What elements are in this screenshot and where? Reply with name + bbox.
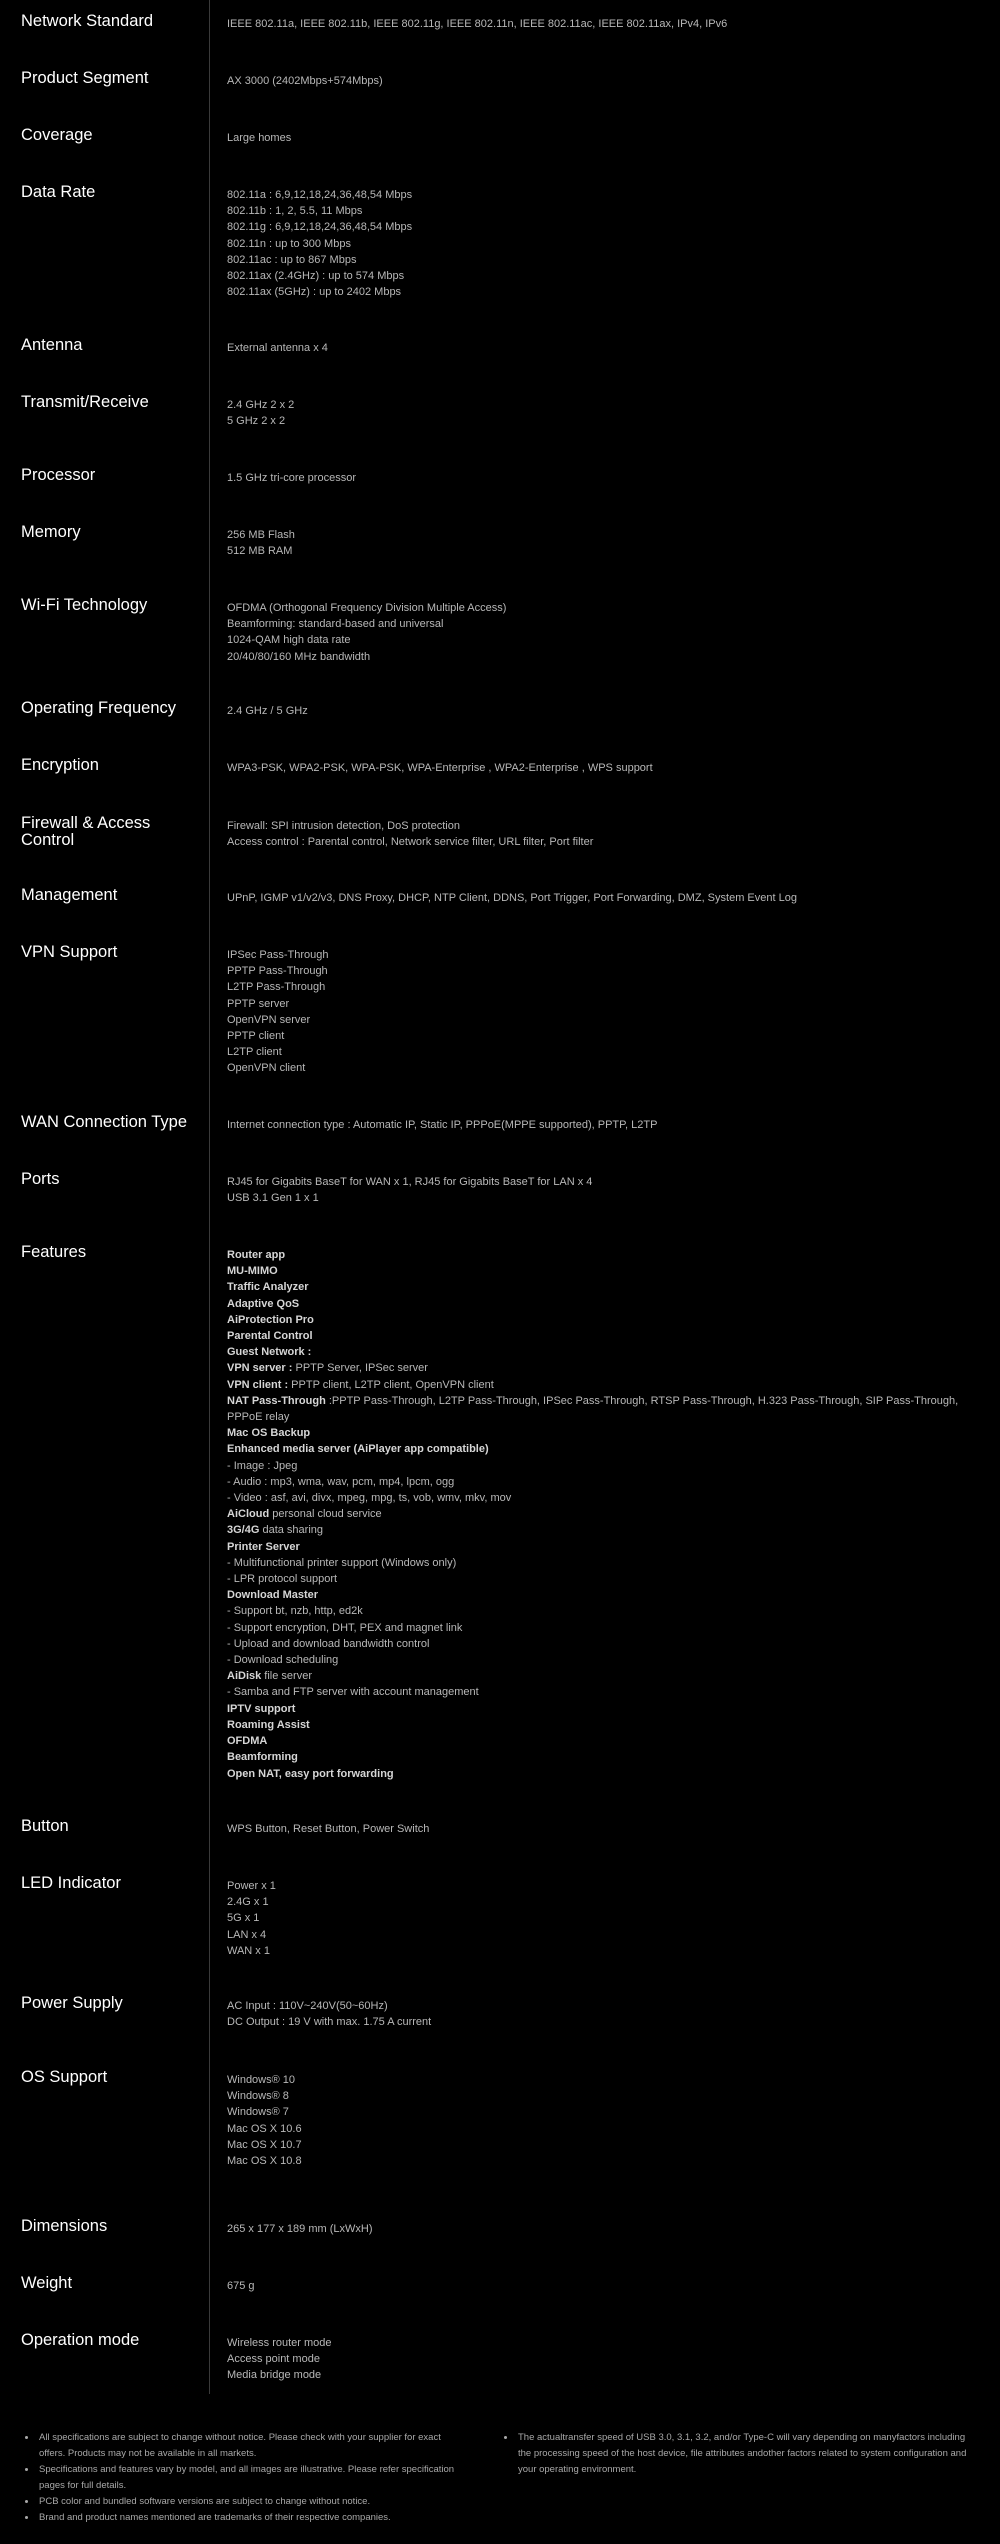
spec-value-line — [227, 1684, 987, 1700]
spec-value-text: AX 3000 (2402Mbps+574Mbps) — [227, 75, 383, 87]
spec-value-line — [227, 703, 987, 719]
spec-value-line — [227, 1506, 987, 1522]
spec-value-line — [227, 1190, 987, 1206]
spec-value — [227, 890, 987, 906]
spec-value-text: DC Output : 19 V with max. 1.75 A current — [227, 2016, 432, 2029]
spec-value-text: personal cloud service — [269, 1508, 382, 1521]
spec-value-text: WPA3-PSK, WPA2-PSK, WPA-PSK, WPA-Enterprise , WPA2-Enterprise , WPS support — [227, 762, 653, 774]
spec-value-line — [227, 203, 987, 219]
spec-value — [227, 703, 987, 719]
spec-value — [227, 1117, 987, 1133]
spec-value-line — [227, 1927, 987, 1943]
footnotes-right — [496, 2430, 976, 2478]
spec-value-text: 675 g — [227, 2280, 255, 2292]
footnotes-left — [17, 2430, 467, 2526]
feature-name: Adaptive QoS — [227, 1297, 300, 1310]
spec-value-line — [227, 1821, 987, 1837]
spec-value-text: PPTP Pass-Through — [227, 965, 328, 978]
spec-value-line — [227, 219, 987, 235]
feature-name: AiCloud — [227, 1508, 270, 1521]
spec-value — [227, 818, 987, 850]
spec-value-text: PPTP client — [227, 1030, 285, 1043]
spec-value — [227, 2278, 987, 2294]
spec-value-text: Windows® 7 — [227, 2106, 289, 2119]
spec-value-line — [227, 1717, 987, 1733]
spec-value-line — [227, 760, 987, 776]
spec-value-line — [227, 284, 987, 300]
spec-value-text: OpenVPN client — [227, 1062, 306, 1075]
spec-value-line — [227, 1701, 987, 1717]
spec-value-text: 5 GHz 2 x 2 — [227, 415, 286, 428]
spec-value-text: Windows® 10 — [227, 2074, 296, 2086]
spec-value-line — [227, 600, 987, 616]
feature-name: Download Master — [227, 1589, 319, 1602]
spec-value-line — [227, 236, 987, 252]
spec-value-text: PPTP Server, IPSec server — [292, 1362, 428, 1375]
spec-value-line — [227, 1263, 987, 1279]
spec-value — [227, 16, 987, 32]
spec-value-text: - Download scheduling — [227, 1654, 339, 1667]
spec-value-line — [227, 1474, 987, 1490]
spec-value-text: - Samba and FTP server with account management — [227, 1686, 479, 1699]
spec-value-text: PPTP server — [227, 997, 290, 1010]
spec-label: OS Support — [21, 2068, 108, 2086]
spec-label: Features — [21, 1243, 87, 1261]
spec-value-text: 802.11b : 1, 2, 5.5, 11 Mbps — [227, 205, 363, 218]
feature-name: Enhanced media server (AiPlayer app compatible) — [227, 1443, 489, 1456]
spec-value-text: Firewall: SPI intrusion detection, DoS protection — [227, 820, 460, 832]
spec-label: LED Indicator — [21, 1874, 121, 1892]
spec-value — [227, 947, 987, 1077]
spec-value-text: AC Input : 110V~240V(50~60Hz) — [227, 2000, 388, 2012]
spec-value-text: OpenVPN server — [227, 1013, 311, 1026]
spec-value-line — [227, 16, 987, 32]
spec-value-line — [227, 1749, 987, 1765]
spec-value-text: IPSec Pass-Through — [227, 949, 329, 961]
spec-value-line — [227, 1012, 987, 1028]
spec-value-text: Mac OS X 10.7 — [227, 2138, 302, 2151]
feature-name: VPN client : — [227, 1378, 289, 1391]
spec-value-text: Media bridge mode — [227, 2369, 322, 2382]
feature-name: MU-MIMO — [227, 1265, 278, 1278]
spec-value-line — [227, 73, 987, 89]
spec-value-text: 2.4 GHz / 5 GHz — [227, 705, 308, 717]
spec-label: WAN Connection Type — [21, 1113, 187, 1131]
spec-value-line — [227, 2137, 987, 2153]
spec-value — [227, 130, 987, 146]
spec-value-line — [227, 649, 987, 665]
spec-value-text: 1.5 GHz tri-core processor — [227, 472, 356, 484]
spec-value-line — [227, 1044, 987, 1060]
spec-value — [227, 1821, 987, 1837]
spec-value-line — [227, 413, 987, 429]
spec-value-line — [227, 1425, 987, 1441]
spec-value-text: - Audio : mp3, wma, wav, pcm, mp4, lpcm, ogg — [227, 1475, 455, 1488]
spec-value-line — [227, 1943, 987, 1959]
spec-value-line — [227, 1998, 987, 2014]
spec-value-text: 2.4G x 1 — [227, 1896, 269, 1909]
spec-value-line — [227, 996, 987, 1012]
spec-value-line — [227, 1490, 987, 1506]
spec-label: Ports — [21, 1170, 60, 1188]
feature-name: NAT Pass-Through — [227, 1394, 326, 1407]
spec-value-text: 802.11ac : up to 867 Mbps — [227, 253, 357, 266]
spec-value-line — [227, 527, 987, 543]
spec-value-line — [227, 1174, 987, 1190]
spec-value-line — [227, 979, 987, 995]
spec-value-text: WAN x 1 — [227, 1944, 270, 1957]
spec-value-line — [227, 1603, 987, 1619]
spec-value-line — [227, 1539, 987, 1555]
spec-value-text: L2TP client — [227, 1046, 282, 1059]
spec-value — [227, 2221, 987, 2237]
spec-value-text: Access control : Parental control, Network service filter, URL filter, Port filter — [227, 836, 594, 849]
spec-value-line — [227, 1733, 987, 1749]
footnote-item: • Brand and product names mentioned are trademarks of their respective companies. — [37, 2510, 467, 2526]
spec-value-line — [227, 1766, 987, 1782]
spec-value-text: RJ45 for Gigabits BaseT for WAN x 1, RJ45 for Gigabits BaseT for LAN x 4 — [227, 1176, 593, 1188]
spec-value-line — [227, 1620, 987, 1636]
spec-value-text: :PPTP Pass-Through, L2TP Pass-Through, IPSec Pass-Through, RTSP Pass-Through, H.323 Pass-Through, SIP Pass-Through, PPPoE relay — [227, 1394, 962, 1424]
spec-value-text: - Image : Jpeg — [227, 1459, 298, 1472]
feature-name: AiDisk — [227, 1670, 262, 1683]
spec-value-text: - Support encryption, DHT, PEX and magnet link — [227, 1621, 463, 1634]
spec-value-line — [227, 2221, 987, 2237]
spec-value-text: 802.11g : 6,9,12,18,24,36,48,54 Mbps — [227, 221, 413, 234]
spec-value-line — [227, 1028, 987, 1044]
feature-name: Roaming Assist — [227, 1718, 310, 1731]
spec-value-text: IEEE 802.11a, IEEE 802.11b, IEEE 802.11g, IEEE 802.11n, IEEE 802.11ac, IEEE 802.11ax, IPv4, IPv6 — [227, 18, 728, 30]
spec-value — [227, 470, 987, 486]
spec-value-text: USB 3.1 Gen 1 x 1 — [227, 1192, 319, 1205]
spec-label: Product Segment — [21, 69, 149, 87]
spec-value-line — [227, 1636, 987, 1652]
spec-value-line — [227, 890, 987, 906]
spec-value-text: 265 x 177 x 189 mm (LxWxH) — [227, 2223, 373, 2235]
footnote-item: • PCB color and bundled software versions are subject to change without notice. — [37, 2494, 467, 2510]
spec-value-text: 802.11a : 6,9,12,18,24,36,48,54 Mbps — [227, 189, 413, 201]
spec-value-text: PPTP client, L2TP client, OpenVPN client — [288, 1378, 494, 1391]
spec-value-line — [227, 2088, 987, 2104]
spec-value-text: 802.11n : up to 300 Mbps — [227, 237, 351, 250]
spec-value-line — [227, 1910, 987, 1926]
spec-value-line — [227, 130, 987, 146]
footnote-item: • Specifications and features vary by model, and all images are illustrative. Please refer specification pages for full details. — [37, 2462, 467, 2494]
spec-value-text: Windows® 8 — [227, 2090, 289, 2103]
spec-value-text: file server — [261, 1670, 312, 1683]
spec-value-line — [227, 1060, 987, 1076]
spec-value-line — [227, 2351, 987, 2367]
spec-label: Dimensions — [21, 2217, 108, 2235]
spec-label: Button — [21, 1817, 69, 1835]
spec-value-line — [227, 632, 987, 648]
feature-name: Mac OS Backup — [227, 1427, 311, 1440]
spec-value-text: 5G x 1 — [227, 1912, 260, 1925]
spec-value-line — [227, 1878, 987, 1894]
footnote-item: • All specifications are subject to change without notice. Please check with your supplier for exact offers. Products may not be available in all markets. — [37, 2430, 467, 2462]
spec-value-line — [227, 1344, 987, 1360]
spec-value-line — [227, 543, 987, 559]
spec-label: Operating Frequency — [21, 699, 177, 717]
spec-value-line — [227, 2278, 987, 2294]
footnote-item: • The actualtransfer speed of USB 3.0, 3.1, 3.2, and/or Type-C will vary depending on manyfactors including the processing speed of the host device, file attributes andother factors related to system configuration and your operating environment. — [516, 2430, 976, 2478]
spec-value — [227, 760, 987, 776]
spec-value — [227, 1878, 987, 1959]
spec-value-text: 802.11ax (2.4GHz) : up to 574 Mbps — [227, 270, 405, 283]
spec-value — [227, 600, 987, 665]
spec-value-line — [227, 2367, 987, 2383]
spec-value-text: WPS Button, Reset Button, Power Switch — [227, 1823, 430, 1835]
spec-value-text: External antenna x 4 — [227, 342, 328, 354]
spec-value-line — [227, 1279, 987, 1295]
spec-value-text: Power x 1 — [227, 1880, 276, 1892]
spec-value — [227, 527, 987, 559]
feature-name: Beamforming — [227, 1751, 298, 1764]
spec-value-text: Beamforming: standard-based and universal — [227, 618, 444, 631]
spec-value-line — [227, 2121, 987, 2137]
feature-name: Open NAT, easy port forwarding — [227, 1767, 394, 1780]
spec-value-text: UPnP, IGMP v1/v2/v3, DNS Proxy, DHCP, NTP Client, DDNS, Port Trigger, Port Forwarding, DMZ, System Event Log — [227, 892, 797, 904]
spec-label: Power Supply — [21, 1994, 123, 2012]
feature-name: OFDMA — [227, 1735, 268, 1748]
spec-value-text: - Video : asf, avi, divx, mpeg, mpg, ts, vob, wmv, mkv, mov — [227, 1492, 512, 1505]
spec-value-line — [227, 1652, 987, 1668]
spec-value-line — [227, 947, 987, 963]
spec-value-line — [227, 1328, 987, 1344]
spec-value-text: Internet connection type : Automatic IP, Static IP, PPPoE(MPPE supported), PPTP, L2TP — [227, 1119, 658, 1131]
spec-value-line — [227, 1117, 987, 1133]
spec-label: Network Standard — [21, 12, 154, 30]
spec-value — [227, 187, 987, 300]
spec-value-line — [227, 340, 987, 356]
feature-name: IPTV support — [227, 1702, 296, 1715]
feature-name: AiProtection Pro — [227, 1313, 314, 1326]
feature-name: Guest Network : — [227, 1346, 312, 1359]
spec-label: Firewall & Access Control — [21, 814, 151, 849]
spec-value-line — [227, 1296, 987, 1312]
spec-label: Coverage — [21, 126, 93, 144]
spec-value — [227, 73, 987, 89]
spec-value-line — [227, 1668, 987, 1684]
spec-value — [227, 2335, 987, 2384]
spec-label: Wi-Fi Technology — [21, 596, 148, 614]
spec-label: Management — [21, 886, 118, 904]
spec-label: Antenna — [21, 336, 83, 354]
spec-value-line — [227, 1377, 987, 1393]
spec-value-line — [227, 2153, 987, 2169]
spec-value-text: - Support bt, nzb, http, ed2k — [227, 1605, 363, 1618]
column-divider — [209, 0, 210, 2394]
spec-value-line — [227, 1555, 987, 1571]
spec-value — [227, 1998, 987, 2030]
spec-label: Transmit/Receive — [21, 393, 149, 411]
spec-value-line — [227, 2072, 987, 2088]
spec-value — [227, 1247, 987, 1782]
spec-value-line — [227, 1441, 987, 1457]
spec-value-line — [227, 1458, 987, 1474]
spec-value-line — [227, 1894, 987, 1910]
spec-value-line — [227, 1587, 987, 1603]
spec-label: Processor — [21, 466, 96, 484]
spec-value-line — [227, 1522, 987, 1538]
spec-value-line — [227, 834, 987, 850]
spec-value-text: OFDMA (Orthogonal Frequency Division Multiple Access) — [227, 602, 507, 614]
feature-name: Traffic Analyzer — [227, 1281, 309, 1294]
spec-value-line — [227, 397, 987, 413]
spec-value-text: 20/40/80/160 MHz bandwidth — [227, 650, 371, 663]
spec-value-line — [227, 2335, 987, 2351]
spec-value-text: data sharing — [259, 1524, 324, 1537]
spec-value-text: 512 MB RAM — [227, 545, 293, 558]
spec-value-line — [227, 818, 987, 834]
spec-value-line — [227, 963, 987, 979]
spec-value-text: Wireless router mode — [227, 2337, 332, 2349]
feature-name: Parental Control — [227, 1330, 313, 1343]
spec-value-line — [227, 1247, 987, 1263]
feature-name: Printer Server — [227, 1540, 300, 1553]
spec-value-line — [227, 1360, 987, 1376]
spec-value-text: - Multifunctional printer support (Windows only) — [227, 1556, 457, 1569]
footnotes — [0, 2430, 1000, 2544]
spec-value-text: Mac OS X 10.6 — [227, 2122, 302, 2135]
spec-value-text: Access point mode — [227, 2353, 320, 2366]
spec-label: Encryption — [21, 756, 99, 774]
spec-value-text: Large homes — [227, 132, 292, 144]
spec-value — [227, 340, 987, 356]
spec-value-text: 802.11ax (5GHz) : up to 2402 Mbps — [227, 286, 402, 299]
spec-value-text: LAN x 4 — [227, 1928, 267, 1941]
spec-label: Memory — [21, 523, 81, 541]
spec-label: Weight — [21, 2274, 73, 2292]
spec-label: Data Rate — [21, 183, 96, 201]
spec-value-line — [227, 187, 987, 203]
spec-value-text: Mac OS X 10.8 — [227, 2155, 302, 2168]
spec-value — [227, 2072, 987, 2169]
spec-value-line — [227, 616, 987, 632]
spec-value-text: 256 MB Flash — [227, 529, 295, 541]
spec-value-line — [227, 2014, 987, 2030]
feature-name: VPN server : — [227, 1362, 293, 1375]
spec-value — [227, 1174, 987, 1206]
feature-name: 3G/4G — [227, 1524, 260, 1537]
feature-name: Router app — [227, 1249, 286, 1261]
spec-value-line — [227, 1393, 987, 1425]
spec-value-line — [227, 252, 987, 268]
spec-value — [227, 397, 987, 429]
spec-value-text: L2TP Pass-Through — [227, 981, 326, 994]
spec-value-text: - LPR protocol support — [227, 1573, 338, 1586]
spec-value-line — [227, 1571, 987, 1587]
spec-value-line — [227, 1312, 987, 1328]
spec-value-line — [227, 268, 987, 284]
spec-value-line — [227, 470, 987, 486]
spec-label: Operation mode — [21, 2331, 140, 2349]
spec-value-text: 1024-QAM high data rate — [227, 634, 351, 647]
spec-label: VPN Support — [21, 943, 118, 961]
spec-value-line — [227, 2104, 987, 2120]
spec-value-text: - Upload and download bandwidth control — [227, 1637, 430, 1650]
spec-value-text: 2.4 GHz 2 x 2 — [227, 399, 295, 411]
